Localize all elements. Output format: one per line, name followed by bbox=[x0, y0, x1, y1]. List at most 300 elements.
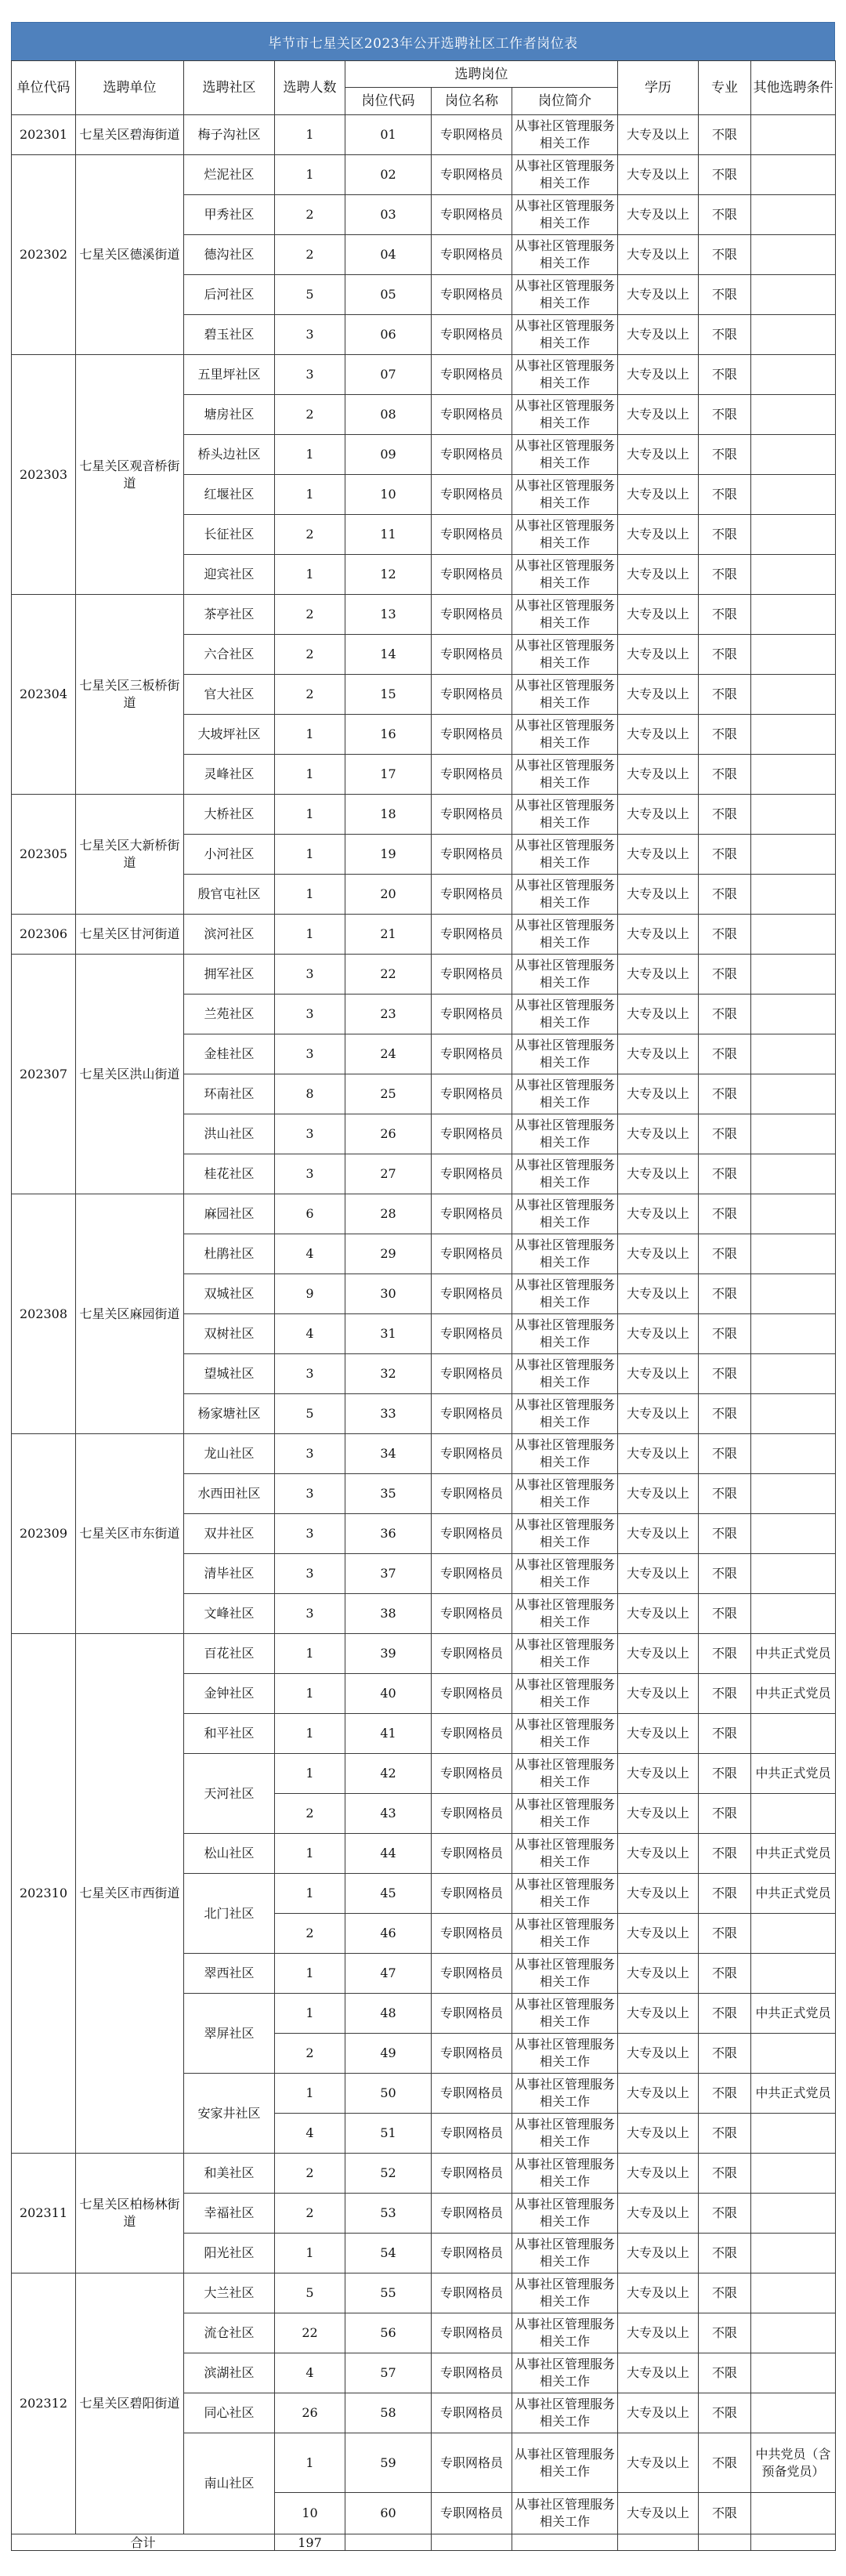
recruit-count: 10 bbox=[275, 2493, 345, 2534]
community-name: 长征社区 bbox=[184, 515, 275, 555]
position-code: 25 bbox=[345, 1074, 432, 1114]
unit-code: 202301 bbox=[12, 115, 76, 155]
community-name: 环南社区 bbox=[184, 1074, 275, 1114]
community-name: 双树社区 bbox=[184, 1314, 275, 1354]
education: 大专及以上 bbox=[618, 1274, 699, 1314]
recruit-count: 1 bbox=[275, 1954, 345, 1994]
unit-name: 七星关区柏杨林街道 bbox=[76, 2154, 184, 2273]
recruit-count: 3 bbox=[275, 995, 345, 1034]
unit-name: 七星关区观音桥街道 bbox=[76, 355, 184, 595]
other-conditions bbox=[751, 1914, 836, 1954]
major: 不限 bbox=[699, 795, 751, 835]
position-code: 39 bbox=[345, 1634, 432, 1674]
position-code: 48 bbox=[345, 1994, 432, 2034]
position-code: 20 bbox=[345, 875, 432, 915]
education: 大专及以上 bbox=[618, 195, 699, 235]
position-desc: 从事社区管理服务相关工作 bbox=[512, 1674, 618, 1714]
community-name: 塘房社区 bbox=[184, 395, 275, 435]
position-name: 专职网格员 bbox=[432, 2433, 512, 2493]
position-code: 57 bbox=[345, 2353, 432, 2393]
other-conditions bbox=[751, 195, 836, 235]
position-name: 专职网格员 bbox=[432, 2313, 512, 2353]
position-code: 43 bbox=[345, 1794, 432, 1834]
education: 大专及以上 bbox=[618, 1834, 699, 1874]
position-code: 06 bbox=[345, 315, 432, 355]
position-name: 专职网格员 bbox=[432, 2273, 512, 2313]
position-name: 专职网格员 bbox=[432, 475, 512, 515]
education: 大专及以上 bbox=[618, 1874, 699, 1914]
education: 大专及以上 bbox=[618, 915, 699, 955]
other-conditions: 中共正式党员 bbox=[751, 1674, 836, 1714]
recruit-count: 3 bbox=[275, 1474, 345, 1514]
major: 不限 bbox=[699, 1954, 751, 1994]
other-conditions bbox=[751, 1474, 836, 1514]
education: 大专及以上 bbox=[618, 1714, 699, 1754]
position-name: 专职网格员 bbox=[432, 955, 512, 995]
education: 大专及以上 bbox=[618, 1554, 699, 1594]
major: 不限 bbox=[699, 355, 751, 395]
position-code: 32 bbox=[345, 1354, 432, 1394]
position-desc: 从事社区管理服务相关工作 bbox=[512, 755, 618, 795]
recruit-count: 1 bbox=[275, 755, 345, 795]
position-desc: 从事社区管理服务相关工作 bbox=[512, 2313, 618, 2353]
position-code: 10 bbox=[345, 475, 432, 515]
community-name: 同心社区 bbox=[184, 2393, 275, 2433]
education: 大专及以上 bbox=[618, 2034, 699, 2074]
major: 不限 bbox=[699, 1194, 751, 1234]
recruit-count: 3 bbox=[275, 1514, 345, 1554]
recruit-count: 2 bbox=[275, 1914, 345, 1954]
recruit-count: 3 bbox=[275, 1154, 345, 1194]
position-name: 专职网格员 bbox=[432, 435, 512, 475]
other-conditions bbox=[751, 2194, 836, 2234]
other-conditions bbox=[751, 1234, 836, 1274]
education: 大专及以上 bbox=[618, 1954, 699, 1994]
header-count: 选聘人数 bbox=[275, 61, 345, 115]
other-conditions bbox=[751, 515, 836, 555]
other-conditions bbox=[751, 1154, 836, 1194]
major: 不限 bbox=[699, 1114, 751, 1154]
education: 大专及以上 bbox=[618, 1154, 699, 1194]
recruit-count: 4 bbox=[275, 2353, 345, 2393]
position-code: 30 bbox=[345, 1274, 432, 1314]
recruit-count: 1 bbox=[275, 1714, 345, 1754]
position-name: 专职网格员 bbox=[432, 1594, 512, 1634]
position-desc: 从事社区管理服务相关工作 bbox=[512, 2034, 618, 2074]
community-name: 水西田社区 bbox=[184, 1474, 275, 1514]
position-desc: 从事社区管理服务相关工作 bbox=[512, 435, 618, 475]
major: 不限 bbox=[699, 2353, 751, 2393]
other-conditions bbox=[751, 1554, 836, 1594]
other-conditions bbox=[751, 115, 836, 155]
community-name: 幸福社区 bbox=[184, 2194, 275, 2234]
position-code: 52 bbox=[345, 2154, 432, 2194]
position-code: 33 bbox=[345, 1394, 432, 1434]
position-name: 专职网格员 bbox=[432, 675, 512, 715]
position-desc: 从事社区管理服务相关工作 bbox=[512, 635, 618, 675]
position-name: 专职网格员 bbox=[432, 1914, 512, 1954]
major: 不限 bbox=[699, 1554, 751, 1594]
major: 不限 bbox=[699, 275, 751, 315]
recruit-count: 5 bbox=[275, 2273, 345, 2313]
table-row bbox=[12, 915, 836, 955]
position-name: 专职网格员 bbox=[432, 2074, 512, 2114]
position-desc: 从事社区管理服务相关工作 bbox=[512, 1194, 618, 1234]
recruit-count: 1 bbox=[275, 475, 345, 515]
community-name: 金钟社区 bbox=[184, 1674, 275, 1714]
unit-name: 七星关区市西街道 bbox=[76, 1634, 184, 2154]
position-code: 09 bbox=[345, 435, 432, 475]
recruit-count: 22 bbox=[275, 2313, 345, 2353]
total-empty bbox=[699, 2534, 751, 2551]
position-code: 14 bbox=[345, 635, 432, 675]
other-conditions bbox=[751, 1794, 836, 1834]
position-name: 专职网格员 bbox=[432, 1994, 512, 2034]
position-name: 专职网格员 bbox=[432, 1434, 512, 1474]
major: 不限 bbox=[699, 2433, 751, 2493]
unit-name: 七星关区三板桥街道 bbox=[76, 595, 184, 795]
other-conditions bbox=[751, 1594, 836, 1634]
education: 大专及以上 bbox=[618, 395, 699, 435]
position-name: 专职网格员 bbox=[432, 1834, 512, 1874]
table-row bbox=[12, 115, 836, 155]
position-name: 专职网格员 bbox=[432, 795, 512, 835]
education: 大专及以上 bbox=[618, 1754, 699, 1794]
unit-name: 七星关区碧海街道 bbox=[76, 115, 184, 155]
recruit-count: 1 bbox=[275, 1874, 345, 1914]
position-name: 专职网格员 bbox=[432, 995, 512, 1034]
other-conditions bbox=[751, 395, 836, 435]
education: 大专及以上 bbox=[618, 1674, 699, 1714]
other-conditions bbox=[751, 1434, 836, 1474]
other-conditions bbox=[751, 1714, 836, 1754]
total-empty bbox=[751, 2534, 836, 2551]
other-conditions bbox=[751, 555, 836, 595]
position-desc: 从事社区管理服务相关工作 bbox=[512, 155, 618, 195]
position-desc: 从事社区管理服务相关工作 bbox=[512, 1394, 618, 1434]
position-code: 19 bbox=[345, 835, 432, 875]
total-empty bbox=[345, 2534, 432, 2551]
community-name: 双井社区 bbox=[184, 1514, 275, 1554]
community-name: 安家井社区 bbox=[184, 2074, 275, 2154]
education: 大专及以上 bbox=[618, 715, 699, 755]
position-desc: 从事社区管理服务相关工作 bbox=[512, 1114, 618, 1154]
total-empty bbox=[432, 2534, 512, 2551]
recruit-count: 2 bbox=[275, 675, 345, 715]
recruit-count: 3 bbox=[275, 1434, 345, 1474]
major: 不限 bbox=[699, 2273, 751, 2313]
community-name: 大兰社区 bbox=[184, 2273, 275, 2313]
position-name: 专职网格员 bbox=[432, 1074, 512, 1114]
position-code: 31 bbox=[345, 1314, 432, 1354]
education: 大专及以上 bbox=[618, 1594, 699, 1634]
position-name: 专职网格员 bbox=[432, 155, 512, 195]
table-row bbox=[12, 2273, 836, 2313]
position-code: 36 bbox=[345, 1514, 432, 1554]
position-code: 01 bbox=[345, 115, 432, 155]
other-conditions bbox=[751, 1074, 836, 1114]
unit-name: 七星关区德溪街道 bbox=[76, 155, 184, 355]
position-code: 29 bbox=[345, 1234, 432, 1274]
education: 大专及以上 bbox=[618, 1234, 699, 1274]
header-position-name: 岗位名称 bbox=[432, 88, 512, 115]
other-conditions bbox=[751, 1354, 836, 1394]
position-desc: 从事社区管理服务相关工作 bbox=[512, 1634, 618, 1674]
positions-table bbox=[11, 60, 836, 2551]
education: 大专及以上 bbox=[618, 1634, 699, 1674]
major: 不限 bbox=[699, 2114, 751, 2154]
position-desc: 从事社区管理服务相关工作 bbox=[512, 1994, 618, 2034]
recruit-count: 3 bbox=[275, 955, 345, 995]
major: 不限 bbox=[699, 1154, 751, 1194]
major: 不限 bbox=[699, 2313, 751, 2353]
community-name: 和美社区 bbox=[184, 2154, 275, 2194]
major: 不限 bbox=[699, 875, 751, 915]
unit-code: 202302 bbox=[12, 155, 76, 355]
position-name: 专职网格员 bbox=[432, 315, 512, 355]
recruit-count: 4 bbox=[275, 1234, 345, 1274]
recruit-count: 2 bbox=[275, 2034, 345, 2074]
position-code: 51 bbox=[345, 2114, 432, 2154]
other-conditions bbox=[751, 1114, 836, 1154]
table-row bbox=[12, 795, 836, 835]
recruit-count: 3 bbox=[275, 1114, 345, 1154]
position-name: 专职网格员 bbox=[432, 2034, 512, 2074]
position-desc: 从事社区管理服务相关工作 bbox=[512, 2353, 618, 2393]
position-code: 55 bbox=[345, 2273, 432, 2313]
education: 大专及以上 bbox=[618, 635, 699, 675]
major: 不限 bbox=[699, 555, 751, 595]
recruit-count: 1 bbox=[275, 115, 345, 155]
position-desc: 从事社区管理服务相关工作 bbox=[512, 395, 618, 435]
community-name: 小河社区 bbox=[184, 835, 275, 875]
other-conditions bbox=[751, 275, 836, 315]
position-name: 专职网格员 bbox=[432, 1874, 512, 1914]
community-name: 迎宾社区 bbox=[184, 555, 275, 595]
position-code: 47 bbox=[345, 1954, 432, 1994]
recruit-count: 1 bbox=[275, 1674, 345, 1714]
position-name: 专职网格员 bbox=[432, 2154, 512, 2194]
recruit-count: 1 bbox=[275, 2433, 345, 2493]
recruit-count: 2 bbox=[275, 235, 345, 275]
position-name: 专职网格员 bbox=[432, 275, 512, 315]
major: 不限 bbox=[699, 1634, 751, 1674]
position-name: 专职网格员 bbox=[432, 2234, 512, 2273]
community-name: 阳光社区 bbox=[184, 2234, 275, 2273]
position-name: 专职网格员 bbox=[432, 1674, 512, 1714]
other-conditions bbox=[751, 915, 836, 955]
education: 大专及以上 bbox=[618, 1914, 699, 1954]
total-label: 合计 bbox=[12, 2534, 275, 2551]
major: 不限 bbox=[699, 715, 751, 755]
major: 不限 bbox=[699, 395, 751, 435]
community-name: 南山社区 bbox=[184, 2433, 275, 2534]
community-name: 后河社区 bbox=[184, 275, 275, 315]
position-name: 专职网格员 bbox=[432, 1274, 512, 1314]
education: 大专及以上 bbox=[618, 1394, 699, 1434]
table-title: 毕节市七星关区2023年公开选聘社区工作者岗位表 bbox=[11, 22, 835, 60]
position-name: 专职网格员 bbox=[432, 635, 512, 675]
recruit-count: 1 bbox=[275, 915, 345, 955]
position-name: 专职网格员 bbox=[432, 2393, 512, 2433]
major: 不限 bbox=[699, 475, 751, 515]
recruit-count: 1 bbox=[275, 1634, 345, 1674]
major: 不限 bbox=[699, 1874, 751, 1914]
major: 不限 bbox=[699, 1074, 751, 1114]
unit-name: 七星关区碧阳街道 bbox=[76, 2273, 184, 2534]
position-name: 专职网格员 bbox=[432, 1154, 512, 1194]
position-name: 专职网格员 bbox=[432, 355, 512, 395]
position-code: 50 bbox=[345, 2074, 432, 2114]
position-desc: 从事社区管理服务相关工作 bbox=[512, 1754, 618, 1794]
community-name: 龙山社区 bbox=[184, 1434, 275, 1474]
position-desc: 从事社区管理服务相关工作 bbox=[512, 1794, 618, 1834]
major: 不限 bbox=[699, 1394, 751, 1434]
recruit-count: 3 bbox=[275, 1554, 345, 1594]
other-conditions bbox=[751, 2154, 836, 2194]
position-desc: 从事社区管理服务相关工作 bbox=[512, 1434, 618, 1474]
position-name: 专职网格员 bbox=[432, 235, 512, 275]
header-position-desc: 岗位简介 bbox=[512, 88, 618, 115]
position-name: 专职网格员 bbox=[432, 835, 512, 875]
position-name: 专职网格员 bbox=[432, 1234, 512, 1274]
other-conditions bbox=[751, 755, 836, 795]
education: 大专及以上 bbox=[618, 755, 699, 795]
position-code: 02 bbox=[345, 155, 432, 195]
community-name: 五里坪社区 bbox=[184, 355, 275, 395]
major: 不限 bbox=[699, 235, 751, 275]
education: 大专及以上 bbox=[618, 595, 699, 635]
other-conditions bbox=[751, 1394, 836, 1434]
recruit-count: 1 bbox=[275, 155, 345, 195]
education: 大专及以上 bbox=[618, 435, 699, 475]
education: 大专及以上 bbox=[618, 115, 699, 155]
major: 不限 bbox=[699, 2393, 751, 2433]
position-desc: 从事社区管理服务相关工作 bbox=[512, 1954, 618, 1994]
other-conditions bbox=[751, 1034, 836, 1074]
major: 不限 bbox=[699, 995, 751, 1034]
position-code: 45 bbox=[345, 1874, 432, 1914]
other-conditions bbox=[751, 235, 836, 275]
recruit-count: 3 bbox=[275, 1354, 345, 1394]
position-name: 专职网格员 bbox=[432, 1554, 512, 1594]
education: 大专及以上 bbox=[618, 955, 699, 995]
major: 不限 bbox=[699, 2154, 751, 2194]
recruit-count: 2 bbox=[275, 2194, 345, 2234]
major: 不限 bbox=[699, 315, 751, 355]
position-name: 专职网格员 bbox=[432, 115, 512, 155]
education: 大专及以上 bbox=[618, 315, 699, 355]
other-conditions bbox=[751, 1274, 836, 1314]
position-desc: 从事社区管理服务相关工作 bbox=[512, 795, 618, 835]
position-code: 04 bbox=[345, 235, 432, 275]
position-desc: 从事社区管理服务相关工作 bbox=[512, 715, 618, 755]
community-name: 百花社区 bbox=[184, 1634, 275, 1674]
education: 大专及以上 bbox=[618, 1034, 699, 1074]
position-desc: 从事社区管理服务相关工作 bbox=[512, 315, 618, 355]
recruit-count: 2 bbox=[275, 515, 345, 555]
table-row bbox=[12, 1194, 836, 1234]
community-name: 北门社区 bbox=[184, 1874, 275, 1954]
other-conditions bbox=[751, 675, 836, 715]
position-code: 56 bbox=[345, 2313, 432, 2353]
table-body bbox=[12, 115, 836, 2534]
position-code: 13 bbox=[345, 595, 432, 635]
position-code: 53 bbox=[345, 2194, 432, 2234]
unit-code: 202312 bbox=[12, 2273, 76, 2534]
community-name: 碧玉社区 bbox=[184, 315, 275, 355]
recruit-count: 1 bbox=[275, 2234, 345, 2273]
major: 不限 bbox=[699, 2034, 751, 2074]
recruit-count: 1 bbox=[275, 835, 345, 875]
other-conditions: 中共正式党员 bbox=[751, 1874, 836, 1914]
position-desc: 从事社区管理服务相关工作 bbox=[512, 595, 618, 635]
position-name: 专职网格员 bbox=[432, 2194, 512, 2234]
position-code: 34 bbox=[345, 1434, 432, 1474]
position-code: 24 bbox=[345, 1034, 432, 1074]
position-code: 21 bbox=[345, 915, 432, 955]
recruit-count: 1 bbox=[275, 1834, 345, 1874]
position-code: 46 bbox=[345, 1914, 432, 1954]
education: 大专及以上 bbox=[618, 2493, 699, 2534]
position-name: 专职网格员 bbox=[432, 555, 512, 595]
community-name: 麻园社区 bbox=[184, 1194, 275, 1234]
position-code: 41 bbox=[345, 1714, 432, 1754]
other-conditions bbox=[751, 995, 836, 1034]
recruit-count: 2 bbox=[275, 195, 345, 235]
major: 不限 bbox=[699, 515, 751, 555]
recruit-count: 2 bbox=[275, 595, 345, 635]
unit-code: 202307 bbox=[12, 955, 76, 1194]
position-code: 42 bbox=[345, 1754, 432, 1794]
major: 不限 bbox=[699, 1914, 751, 1954]
major: 不限 bbox=[699, 1034, 751, 1074]
education: 大专及以上 bbox=[618, 2074, 699, 2114]
position-desc: 从事社区管理服务相关工作 bbox=[512, 355, 618, 395]
community-name: 桂花社区 bbox=[184, 1154, 275, 1194]
major: 不限 bbox=[699, 1994, 751, 2034]
community-name: 大坡坪社区 bbox=[184, 715, 275, 755]
total-empty bbox=[512, 2534, 618, 2551]
position-name: 专职网格员 bbox=[432, 1954, 512, 1994]
position-name: 专职网格员 bbox=[432, 915, 512, 955]
unit-name: 七星关区洪山街道 bbox=[76, 955, 184, 1194]
recruit-count: 1 bbox=[275, 555, 345, 595]
major: 不限 bbox=[699, 675, 751, 715]
unit-code: 202306 bbox=[12, 915, 76, 955]
community-name: 红堰社区 bbox=[184, 475, 275, 515]
position-desc: 从事社区管理服务相关工作 bbox=[512, 1914, 618, 1954]
position-desc: 从事社区管理服务相关工作 bbox=[512, 195, 618, 235]
table-row bbox=[12, 595, 836, 635]
other-conditions bbox=[751, 595, 836, 635]
other-conditions bbox=[751, 2493, 836, 2534]
major: 不限 bbox=[699, 2493, 751, 2534]
position-desc: 从事社区管理服务相关工作 bbox=[512, 115, 618, 155]
education: 大专及以上 bbox=[618, 475, 699, 515]
recruit-count: 3 bbox=[275, 1034, 345, 1074]
total-empty bbox=[618, 2534, 699, 2551]
major: 不限 bbox=[699, 1474, 751, 1514]
header-unit: 选聘单位 bbox=[76, 61, 184, 115]
other-conditions bbox=[751, 875, 836, 915]
recruit-count: 3 bbox=[275, 315, 345, 355]
position-name: 专职网格员 bbox=[432, 2114, 512, 2154]
position-code: 27 bbox=[345, 1154, 432, 1194]
position-desc: 从事社区管理服务相关工作 bbox=[512, 955, 618, 995]
position-code: 26 bbox=[345, 1114, 432, 1154]
position-code: 44 bbox=[345, 1834, 432, 1874]
